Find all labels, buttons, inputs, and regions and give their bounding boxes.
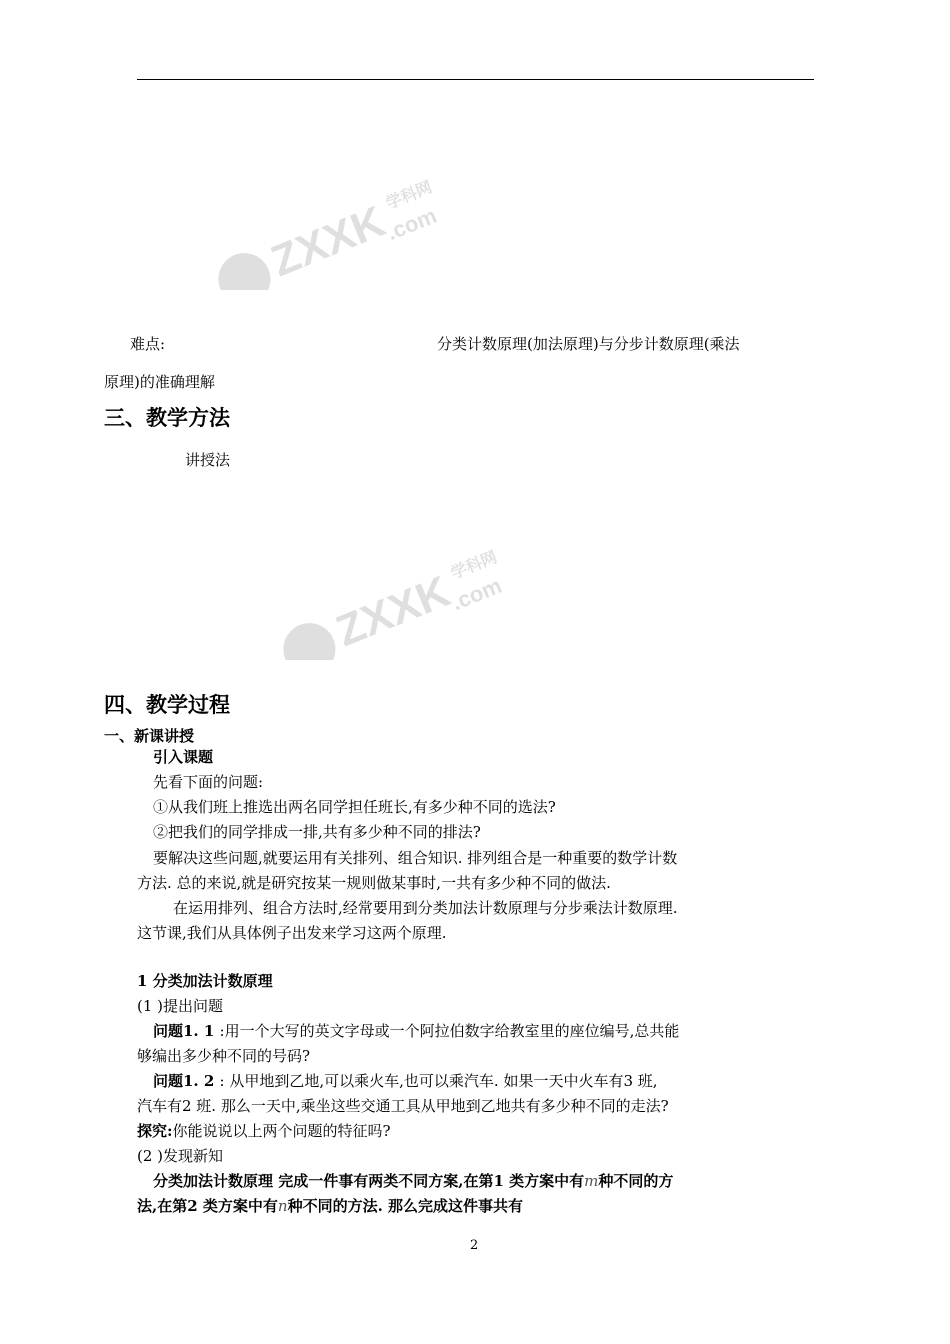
question-1: ①从我们班上推选出两名同学担任班长,有多少种不同的选法? — [153, 798, 556, 816]
problem-label: 问题1. 2 — [153, 1072, 220, 1090]
watermark-brand: ZXXK — [329, 566, 457, 657]
difficulty-text-cont: 原理)的准确理解 — [104, 373, 215, 391]
step-discover: (2 )发现新知 — [137, 1147, 224, 1165]
difficulty-label: 难点: — [130, 335, 166, 353]
method-text: 讲授法 — [185, 451, 231, 469]
difficulty-text: 分类计数原理(加法原理)与分步计数原理(乘法 — [437, 335, 740, 353]
definition-line — [137, 1196, 523, 1216]
paragraph-line: 够编出多少种不同的号码? — [137, 1047, 311, 1065]
watermark-domain: .com — [383, 202, 441, 246]
lead-text: 先看下面的问题: — [153, 773, 264, 791]
intro-heading: 引入课题 — [153, 748, 214, 766]
watermark-logo — [240, 530, 540, 660]
section-heading-methods: 三、教学方法 — [104, 405, 230, 430]
variable-m: m — [584, 1172, 599, 1190]
definition-text: 分类加法计数原理 完成一件事有两类不同方案,在第1 类方案中有 — [153, 1172, 585, 1190]
definition-text: 种不同的方法. 那么完成这件事共有 — [287, 1197, 524, 1215]
watermark-domain: .com — [448, 572, 506, 616]
problem-text: : 从甲地到乙地,可以乘火车,也可以乘汽车. 如果一天中火车有3 班, — [219, 1072, 658, 1090]
subsection-heading: 一、新课讲授 — [104, 727, 195, 745]
variable-n: n — [277, 1197, 288, 1215]
section-heading-process: 四、教学过程 — [104, 692, 230, 717]
principle-heading: 1 分类加法计数原理 — [137, 972, 273, 990]
explore-line — [137, 1121, 391, 1141]
paragraph-line: 汽车有2 班. 那么一天中,乘坐这些交通工具从甲地到乙地共有多少种不同的走法? — [137, 1097, 669, 1115]
question-2: ②把我们的同学排成一排,共有多少种不同的排法? — [153, 823, 481, 841]
step-raise-questions: (1 )提出问题 — [137, 997, 224, 1015]
watermark-cn: 学科网 — [448, 548, 500, 583]
paragraph-line: 方法. 总的来说,就是研究按某一规则做某事时,一共有多少种不同的做法. — [137, 874, 611, 892]
problem-1-1 — [153, 1021, 679, 1041]
header-rule — [137, 79, 814, 80]
problem-label: 问题1. 1 — [153, 1022, 220, 1040]
paragraph-line: 在运用排列、组合方法时,经常要用到分类加法计数原理与分步乘法计数原理. — [173, 899, 678, 917]
page-number: 2 — [470, 1238, 479, 1253]
watermark-logo — [175, 160, 475, 290]
watermark-brand: ZXXK — [264, 196, 392, 287]
explore-text: 你能说说以上两个问题的特征吗? — [172, 1122, 391, 1140]
paragraph-line: 要解决这些问题,就要运用有关排列、组合知识. 排列组合是一种重要的数学计数 — [153, 849, 678, 867]
watermark-cn: 学科网 — [383, 178, 435, 213]
definition-text: 种不同的方 — [598, 1172, 674, 1190]
definition-line — [153, 1171, 673, 1191]
definition-text: 法,在第2 类方案中有 — [137, 1197, 278, 1215]
problem-1-2 — [153, 1071, 658, 1091]
paragraph-line: 这节课,我们从具体例子出发来学习这两个原理. — [137, 924, 447, 942]
explore-label: 探究: — [137, 1122, 173, 1140]
problem-text: :用一个大写的英文字母或一个阿拉伯数字给教室里的座位编号,总共能 — [219, 1022, 680, 1040]
